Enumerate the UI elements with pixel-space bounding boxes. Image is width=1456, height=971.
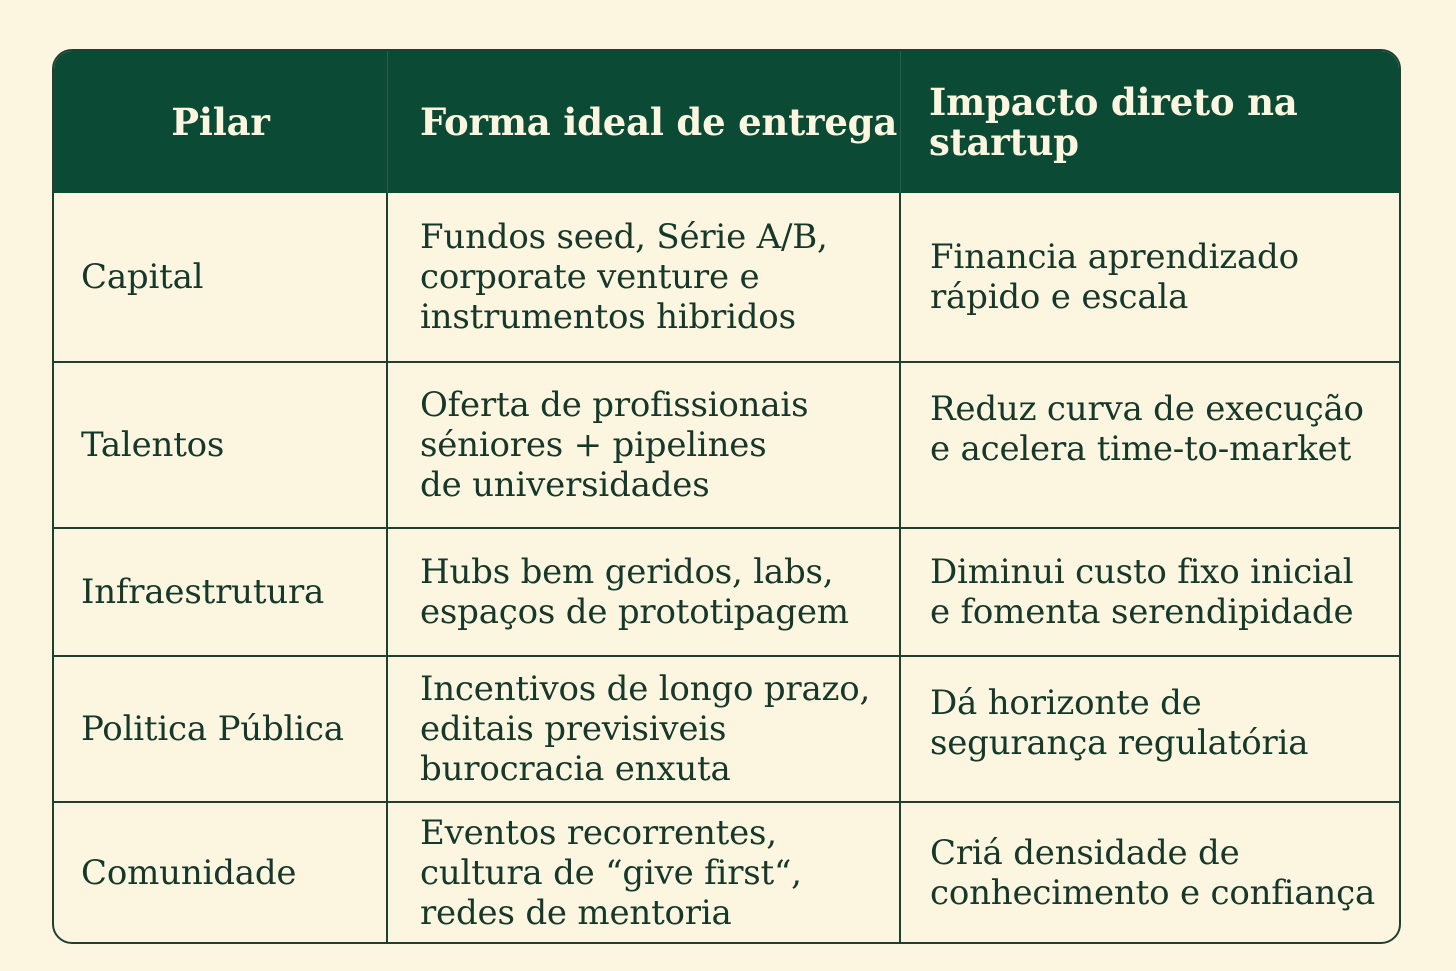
header-forma-ideal: Forma ideal de entrega: [388, 51, 901, 193]
row-comunidade-entrega: Eventos recorrentes, cultura de “give first“, redes de mentoria: [388, 803, 901, 942]
row-politica-impacto: Dá horizonte de segurança regulatória: [901, 657, 1399, 803]
row-talentos-entrega: Oferta de profissionais séniores + pipelines de universidades: [388, 363, 901, 529]
row-comunidade-impacto: Criá densidade de conhecimento e confiança: [930, 832, 1376, 913]
row-comunidade-pilar: Comunidade: [54, 803, 388, 942]
header-impacto: Impacto direto na startup: [901, 51, 1399, 193]
row-capital-impacto: Financia aprendizado rápido e escala: [901, 193, 1399, 363]
row-politica-entrega: Incentivos de longo prazo, editais previsiveis burocracia enxuta: [388, 657, 901, 803]
row-politica-pilar: Politica Pública: [54, 657, 388, 803]
row-talentos-pilar: Talentos: [54, 363, 388, 529]
row-infraestrutura-impacto: Diminui custo fixo inicial e fomenta serendipidade: [901, 529, 1399, 657]
ecosystem-table: [52, 49, 1401, 944]
table-grid: [54, 51, 1399, 942]
row-talentos-impacto: Reduz curva de execução e acelera time-to-market: [901, 363, 1399, 529]
header-pilar: Pilar: [54, 51, 388, 193]
row-infraestrutura-entrega: Hubs bem geridos, labs, espaços de prototipagem: [388, 529, 901, 657]
row-infraestrutura-pilar: Infraestrutura: [54, 529, 388, 657]
row-capital-entrega: Fundos seed, Série A/B, corporate venture e instrumentos hibridos: [388, 193, 901, 363]
row-capital-pilar: Capital: [54, 193, 388, 363]
